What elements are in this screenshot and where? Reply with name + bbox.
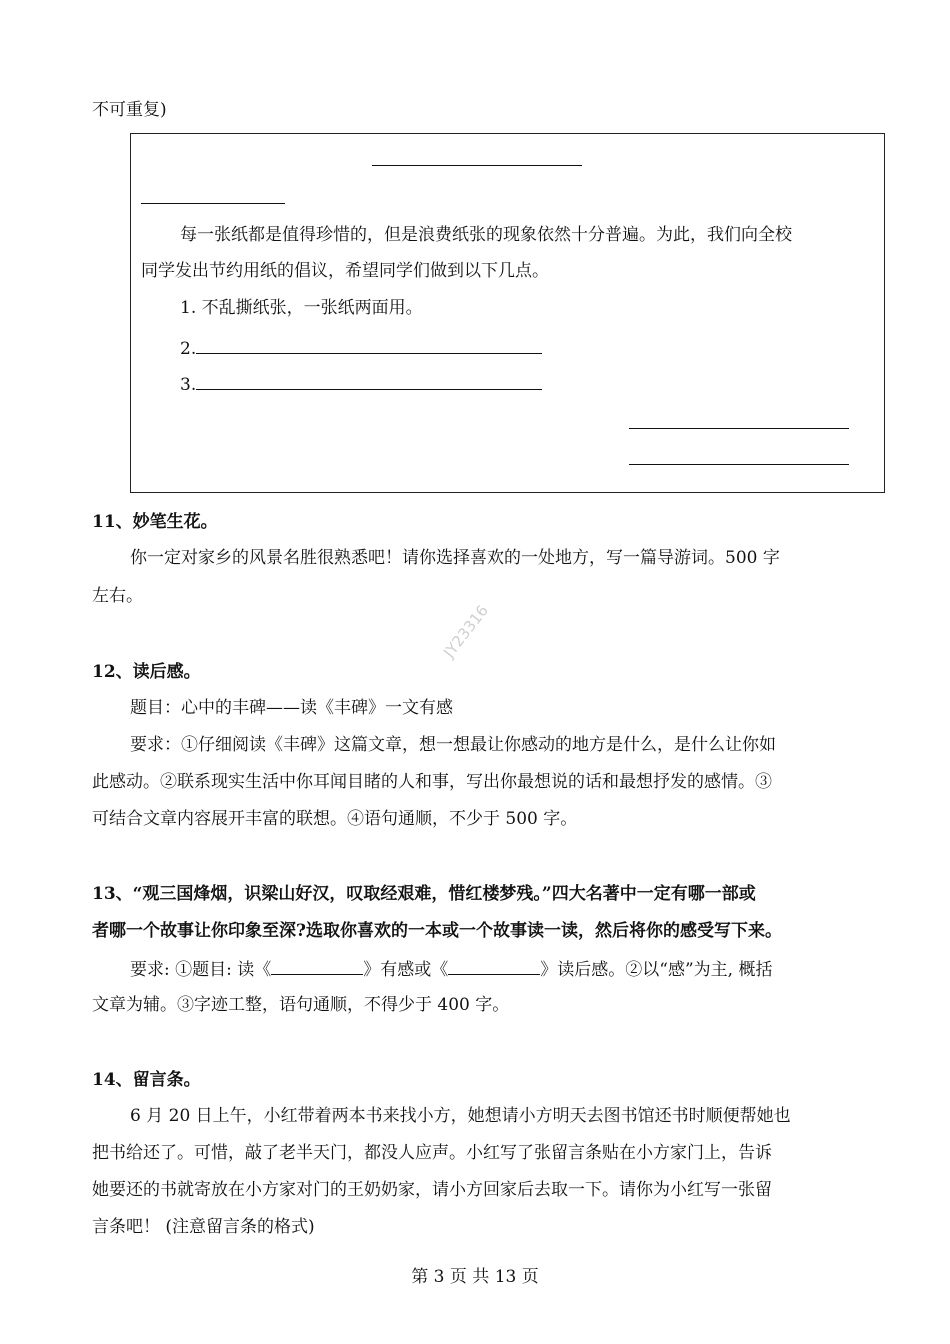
proposal-paragraph-line-2: 同学发出节约用纸的倡议，希望同学们做到以下几点。 [141,261,549,281]
page-footer: 第 3 页 共 13 页 [411,1267,539,1287]
proposal-paragraph-line-1: 每一张纸都是值得珍惜的，但是浪费纸张的现象依然十分普遍。为此，我们向全校 [180,225,792,245]
q13-req-part-c: 》读后感。②以“感”为主, 概括 [540,960,773,980]
item-3-blank[interactable] [196,371,542,390]
date-blank-line[interactable] [629,464,849,465]
q14-text-line-1: 6 月 20 日上午，小红带着两本书来找小方，她想请小方明天去图书馆还书时顺便帮她也 [130,1106,791,1126]
signature-blank-line[interactable] [629,428,849,429]
watermark: JY23316 [440,601,492,662]
q13-requirement-line-1 [130,956,772,982]
q13-req-part-a: 要求: ①题目: 读《 [130,960,272,980]
item-2-blank[interactable] [196,335,542,354]
proposal-item-2 [180,335,542,361]
q14-text-line-2: 把书给还了。可惜，敲了老半天门，都没人应声。小红写了张留言条贴在小方家门上，告诉 [92,1143,772,1163]
item-2-number: 2. [180,339,197,359]
q14-text-line-3: 她要还的书就寄放在小方家对门的王奶奶家，请小方回家后去取一下。请你为小红写一张留 [92,1180,772,1200]
q12-requirement-line-2: 此感动。②联系现实生活中你耳闻目睹的人和事，写出你最想说的话和最想抒发的感情。③ [92,772,772,792]
q13-heading-line-1: 13、“观三国烽烟，识梁山好汉，叹取经艰难，惜红楼梦残。”四大名著中一定有哪一部或 [92,884,756,904]
q13-requirement-line-2: 文章为辅。③字迹工整，语句通顺，不得少于 400 字。 [92,995,510,1015]
q11-text-line-2: 左右。 [92,586,143,606]
item-3-number: 3. [180,375,197,395]
q11-heading: 11、妙笔生花。 [92,512,218,532]
q12-heading: 12、读后感。 [92,662,201,682]
book-title-blank-2[interactable] [448,956,540,975]
q13-heading-line-2: 者哪一个故事让你印象至深?选取你喜欢的一本或一个故事读一读，然后将你的感受写下来。 [92,921,782,941]
q12-requirement-line-3: 可结合文章内容展开丰富的联想。④语句通顺，不少于 500 字。 [92,809,578,829]
q11-text-line-1: 你一定对家乡的风景名胜很熟悉吧！请你选择喜欢的一处地方，写一篇导游词。500 字 [130,548,780,568]
q14-text-line-4: 言条吧！ (注意留言条的格式) [92,1217,315,1237]
proposal-item-3 [180,371,542,397]
q12-requirement-line-1: 要求：①仔细阅读《丰碑》这篇文章，想一想最让你感动的地方是什么，是什么让你如 [130,735,776,755]
q13-req-part-b: 》有感或《 [363,960,449,980]
salutation-blank-line[interactable] [141,203,285,204]
title-blank-line[interactable] [372,165,582,166]
q14-heading: 14、留言条。 [92,1070,201,1090]
proposal-item-1: 1. 不乱撕纸张，一张纸两面用。 [180,298,423,318]
q12-title-line: 题目：心中的丰碑——读《丰碑》一文有感 [130,698,453,718]
previous-question-tail: 不可重复) [92,100,167,120]
book-title-blank-1[interactable] [271,956,363,975]
